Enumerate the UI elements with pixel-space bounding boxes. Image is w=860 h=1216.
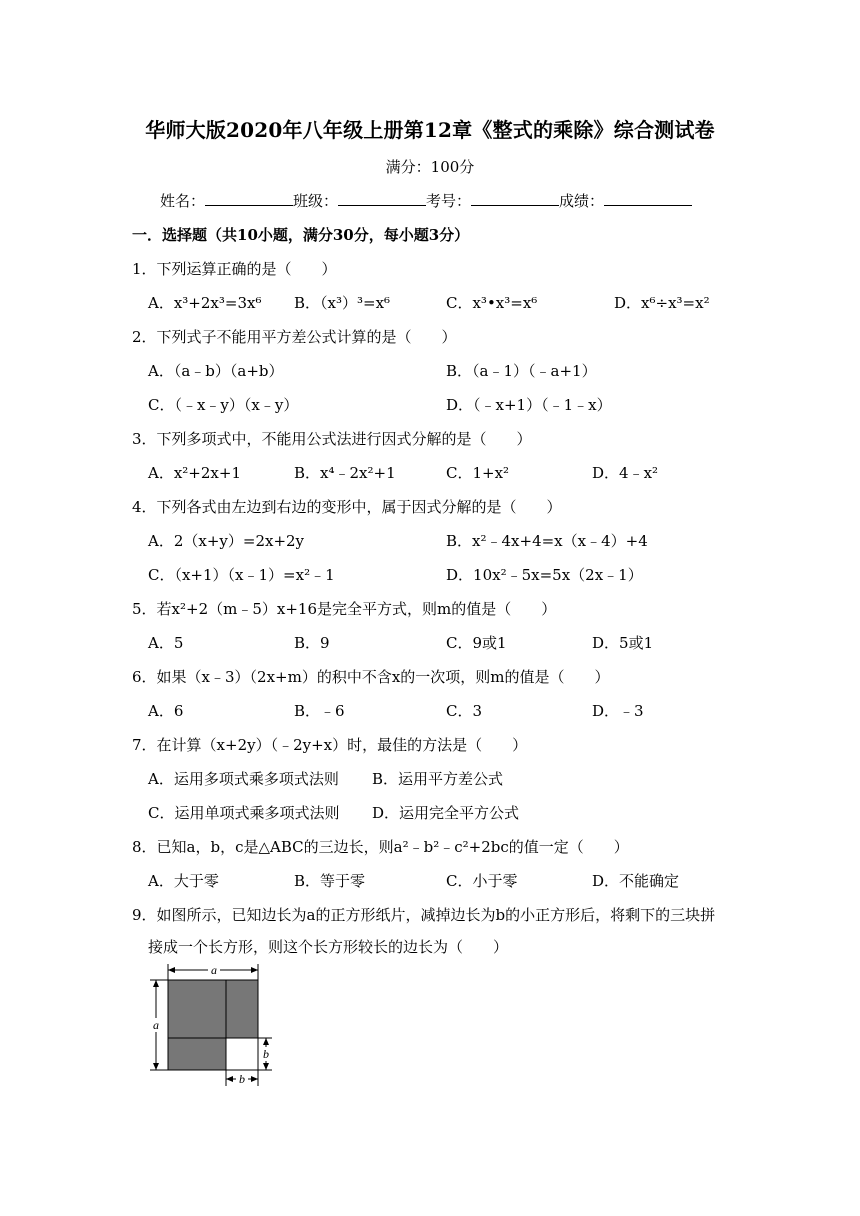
score-label: 成绩： — [559, 192, 605, 210]
option-d: D．﹣3 — [592, 702, 644, 720]
page-title: 华师大版2020年八年级上册第12章《整式的乘除》综合测试卷 — [145, 118, 715, 142]
option-b: B．x²﹣4x+4=x（x﹣4）+4 — [446, 532, 648, 550]
option-c: C．1+x² — [446, 464, 510, 482]
question-stem: 8．已知a，b，c是△ABC的三边长，则a²﹣b²﹣c²+2bc的值一定（ ） — [132, 838, 629, 856]
option-a: A．（a﹣b）（a+b） — [148, 362, 284, 380]
question-stem: 2．下列式子不能用平方差公式计算的是（ ） — [132, 328, 457, 346]
option-a: A．2（x+y）=2x+2y — [148, 532, 305, 550]
question-stem: 5．若x²+2（m﹣5）x+16是完全平方式，则m的值是（ ） — [132, 600, 557, 618]
question-stem: 4．下列各式由左边到右边的变形中，属于因式分解的是（ ） — [132, 498, 562, 516]
number-blank[interactable] — [471, 193, 559, 206]
option-c: C．3 — [446, 702, 483, 720]
class-label: 班级： — [293, 192, 339, 210]
option-a: A．6 — [148, 702, 184, 720]
option-c: C．运用单项式乘多项式法则 — [148, 804, 340, 822]
option-d: D．运用完全平方公式 — [372, 804, 520, 822]
option-d: D．不能确定 — [592, 872, 680, 890]
class-blank[interactable] — [338, 193, 426, 206]
square-figure — [148, 960, 278, 1088]
option-d: D．4﹣x² — [592, 464, 659, 482]
option-a: A．x²+2x+1 — [148, 464, 241, 482]
option-b: B．运用平方差公式 — [372, 770, 504, 788]
number-label: 考号： — [426, 192, 472, 210]
score-blank[interactable] — [604, 193, 692, 206]
option-c: C．（﹣x﹣y）（x﹣y） — [148, 396, 299, 414]
removed-small-square — [226, 1038, 258, 1070]
option-c: C．小于零 — [446, 872, 518, 890]
option-b: B．（x³）³=x⁶ — [294, 294, 391, 312]
option-c: C．9或1 — [446, 634, 507, 652]
full-score: 满分：100分 — [385, 158, 475, 176]
option-b: B．9 — [294, 634, 330, 652]
option-d: D．10x²﹣5x=5x（2x﹣1） — [446, 566, 643, 584]
label-a-left: a — [153, 1018, 159, 1032]
option-b: B．（a﹣1）（﹣a+1） — [446, 362, 597, 380]
option-c: C．（x+1）（x﹣1）=x²﹣1 — [148, 566, 335, 584]
label-a-top: a — [211, 963, 217, 977]
option-a: A．x³+2x³=3x⁶ — [148, 294, 262, 312]
option-b: B．x⁴﹣2x²+1 — [294, 464, 396, 482]
section-heading: 一．选择题（共10小题，满分30分，每小题3分） — [132, 226, 470, 244]
option-a: A．大于零 — [148, 872, 219, 890]
option-b: B．﹣6 — [294, 702, 345, 720]
name-blank[interactable] — [205, 193, 293, 206]
option-a: A．运用多项式乘多项式法则 — [148, 770, 339, 788]
question-stem: 9．如图所示，已知边长为a的正方形纸片，减掉边长为b的小正方形后，将剩下的三块拼 — [132, 906, 716, 924]
option-d: D．5或1 — [592, 634, 654, 652]
question-stem: 1．下列运算正确的是（ ） — [132, 260, 337, 278]
question-stem: 6．如果（x﹣3）（2x+m）的积中不含x的一次项，则m的值是（ ） — [132, 668, 610, 686]
name-label: 姓名： — [160, 192, 206, 210]
option-c: C．x³•x³=x⁶ — [446, 294, 538, 312]
question-stem: 7．在计算（x+2y）（﹣2y+x）时，最佳的方法是（ ） — [132, 736, 528, 754]
option-b: B．等于零 — [294, 872, 366, 890]
option-d: D．（﹣x+1）（﹣1﹣x） — [446, 396, 612, 414]
label-b-bottom: b — [239, 1072, 245, 1086]
option-a: A．5 — [148, 634, 184, 652]
student-info-line — [160, 190, 692, 211]
question-stem: 3．下列多项式中，不能用公式法进行因式分解的是（ ） — [132, 430, 532, 448]
label-b-right: b — [263, 1047, 269, 1061]
option-d: D．x⁶÷x³=x² — [614, 294, 710, 312]
question-stem-continued: 接成一个长方形，则这个长方形较长的边长为（ ） — [148, 938, 509, 956]
